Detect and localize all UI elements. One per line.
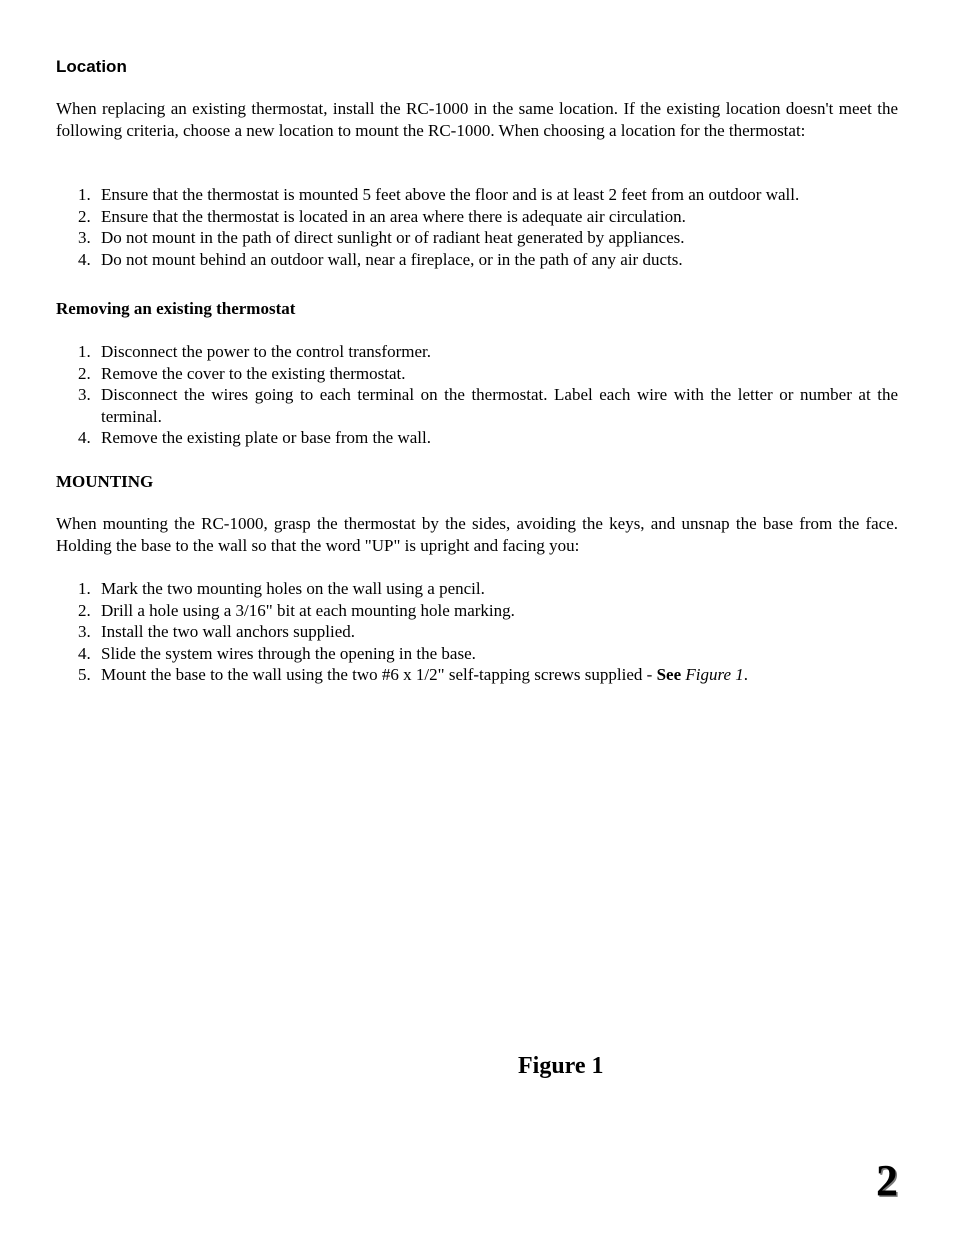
list-item: [56, 206, 898, 228]
list-item: [56, 427, 898, 449]
list-item-text: Ensure that the thermostat is mounted 5 feet above the floor and is at least 2 feet from an outdoor wall.: [101, 185, 800, 204]
list-item-text: Disconnect the power to the control transformer.: [101, 342, 431, 361]
list-item: [56, 621, 898, 643]
page-number: 2: [876, 1156, 898, 1205]
see-label: See: [656, 665, 682, 684]
list-number: 3.: [78, 385, 91, 404]
list-item-text: Remove the existing plate or base from the wall.: [101, 428, 431, 447]
list-item-text: Install the two wall anchors supplied.: [101, 622, 356, 641]
list-number: 5.: [78, 665, 91, 684]
location-heading: Location: [56, 57, 127, 76]
list-item: [56, 363, 898, 385]
list-item-text: Ensure that the thermostat is located in an area where there is adequate air circulation.: [101, 206, 686, 226]
list-item-end: .: [743, 665, 749, 684]
list-item-text: Slide the system wires through the opening in the base.: [101, 643, 476, 663]
location-intro: When replacing an existing thermostat, install the RC-1000 in the same location. If the existing location doesn't meet the following criteria, choose a new location to mount the RC-1000. When choosing a location for the thermostat:: [56, 99, 898, 140]
figure-caption: Figure 1: [518, 1053, 604, 1079]
figure-reference: Figure 1: [685, 665, 744, 684]
location-list: [56, 184, 898, 270]
list-item-text: Mark the two mounting holes on the wall using a pencil.: [101, 579, 485, 598]
list-number: 1.: [78, 342, 91, 361]
list-item-text: Do not mount in the path of direct sunlight or of radiant heat generated by appliances.: [101, 228, 685, 247]
list-number: 2.: [78, 206, 91, 226]
list-item: [56, 249, 898, 271]
list-number: 3.: [78, 228, 91, 247]
list-number: 2.: [78, 363, 91, 383]
mounting-heading: MOUNTING: [56, 472, 154, 491]
list-number: 1.: [78, 579, 91, 598]
list-item-text: Do not mount behind an outdoor wall, near a fireplace, or in the path of any air ducts.: [101, 249, 683, 269]
list-item: [56, 578, 898, 600]
mounting-intro: When mounting the RC-1000, grasp the thermostat by the sides, avoiding the keys, and unsnap the base from the face. Holding the base to the wall so that the word "UP" is upright and facing you:: [56, 514, 898, 555]
mounting-list: [56, 578, 898, 686]
list-item: [56, 664, 898, 686]
list-number: 4.: [78, 643, 91, 663]
list-item: [56, 184, 898, 206]
list-number: 4.: [78, 249, 91, 269]
removing-list: [56, 341, 898, 449]
list-number: 2.: [78, 600, 91, 620]
list-item-text: Disconnect the wires going to each terminal on the thermostat. Label each wire with the letter or number at the terminal.: [101, 385, 898, 426]
list-item-text: Mount the base to the wall using the two #6 x 1/2" self-tapping screws supplied -: [101, 665, 657, 684]
list-item-text: Drill a hole using a 3/16" bit at each mounting hole marking.: [101, 600, 515, 620]
list-number: 3.: [78, 622, 91, 641]
list-item: [56, 341, 898, 363]
list-number: 1.: [78, 185, 91, 204]
list-number: 4.: [78, 428, 91, 447]
list-item: [56, 384, 898, 427]
removing-heading: Removing an existing thermostat: [56, 299, 296, 318]
list-item-text: Remove the cover to the existing thermostat.: [101, 363, 406, 383]
list-item: [56, 600, 898, 622]
list-item: [56, 227, 898, 249]
list-item: [56, 643, 898, 665]
